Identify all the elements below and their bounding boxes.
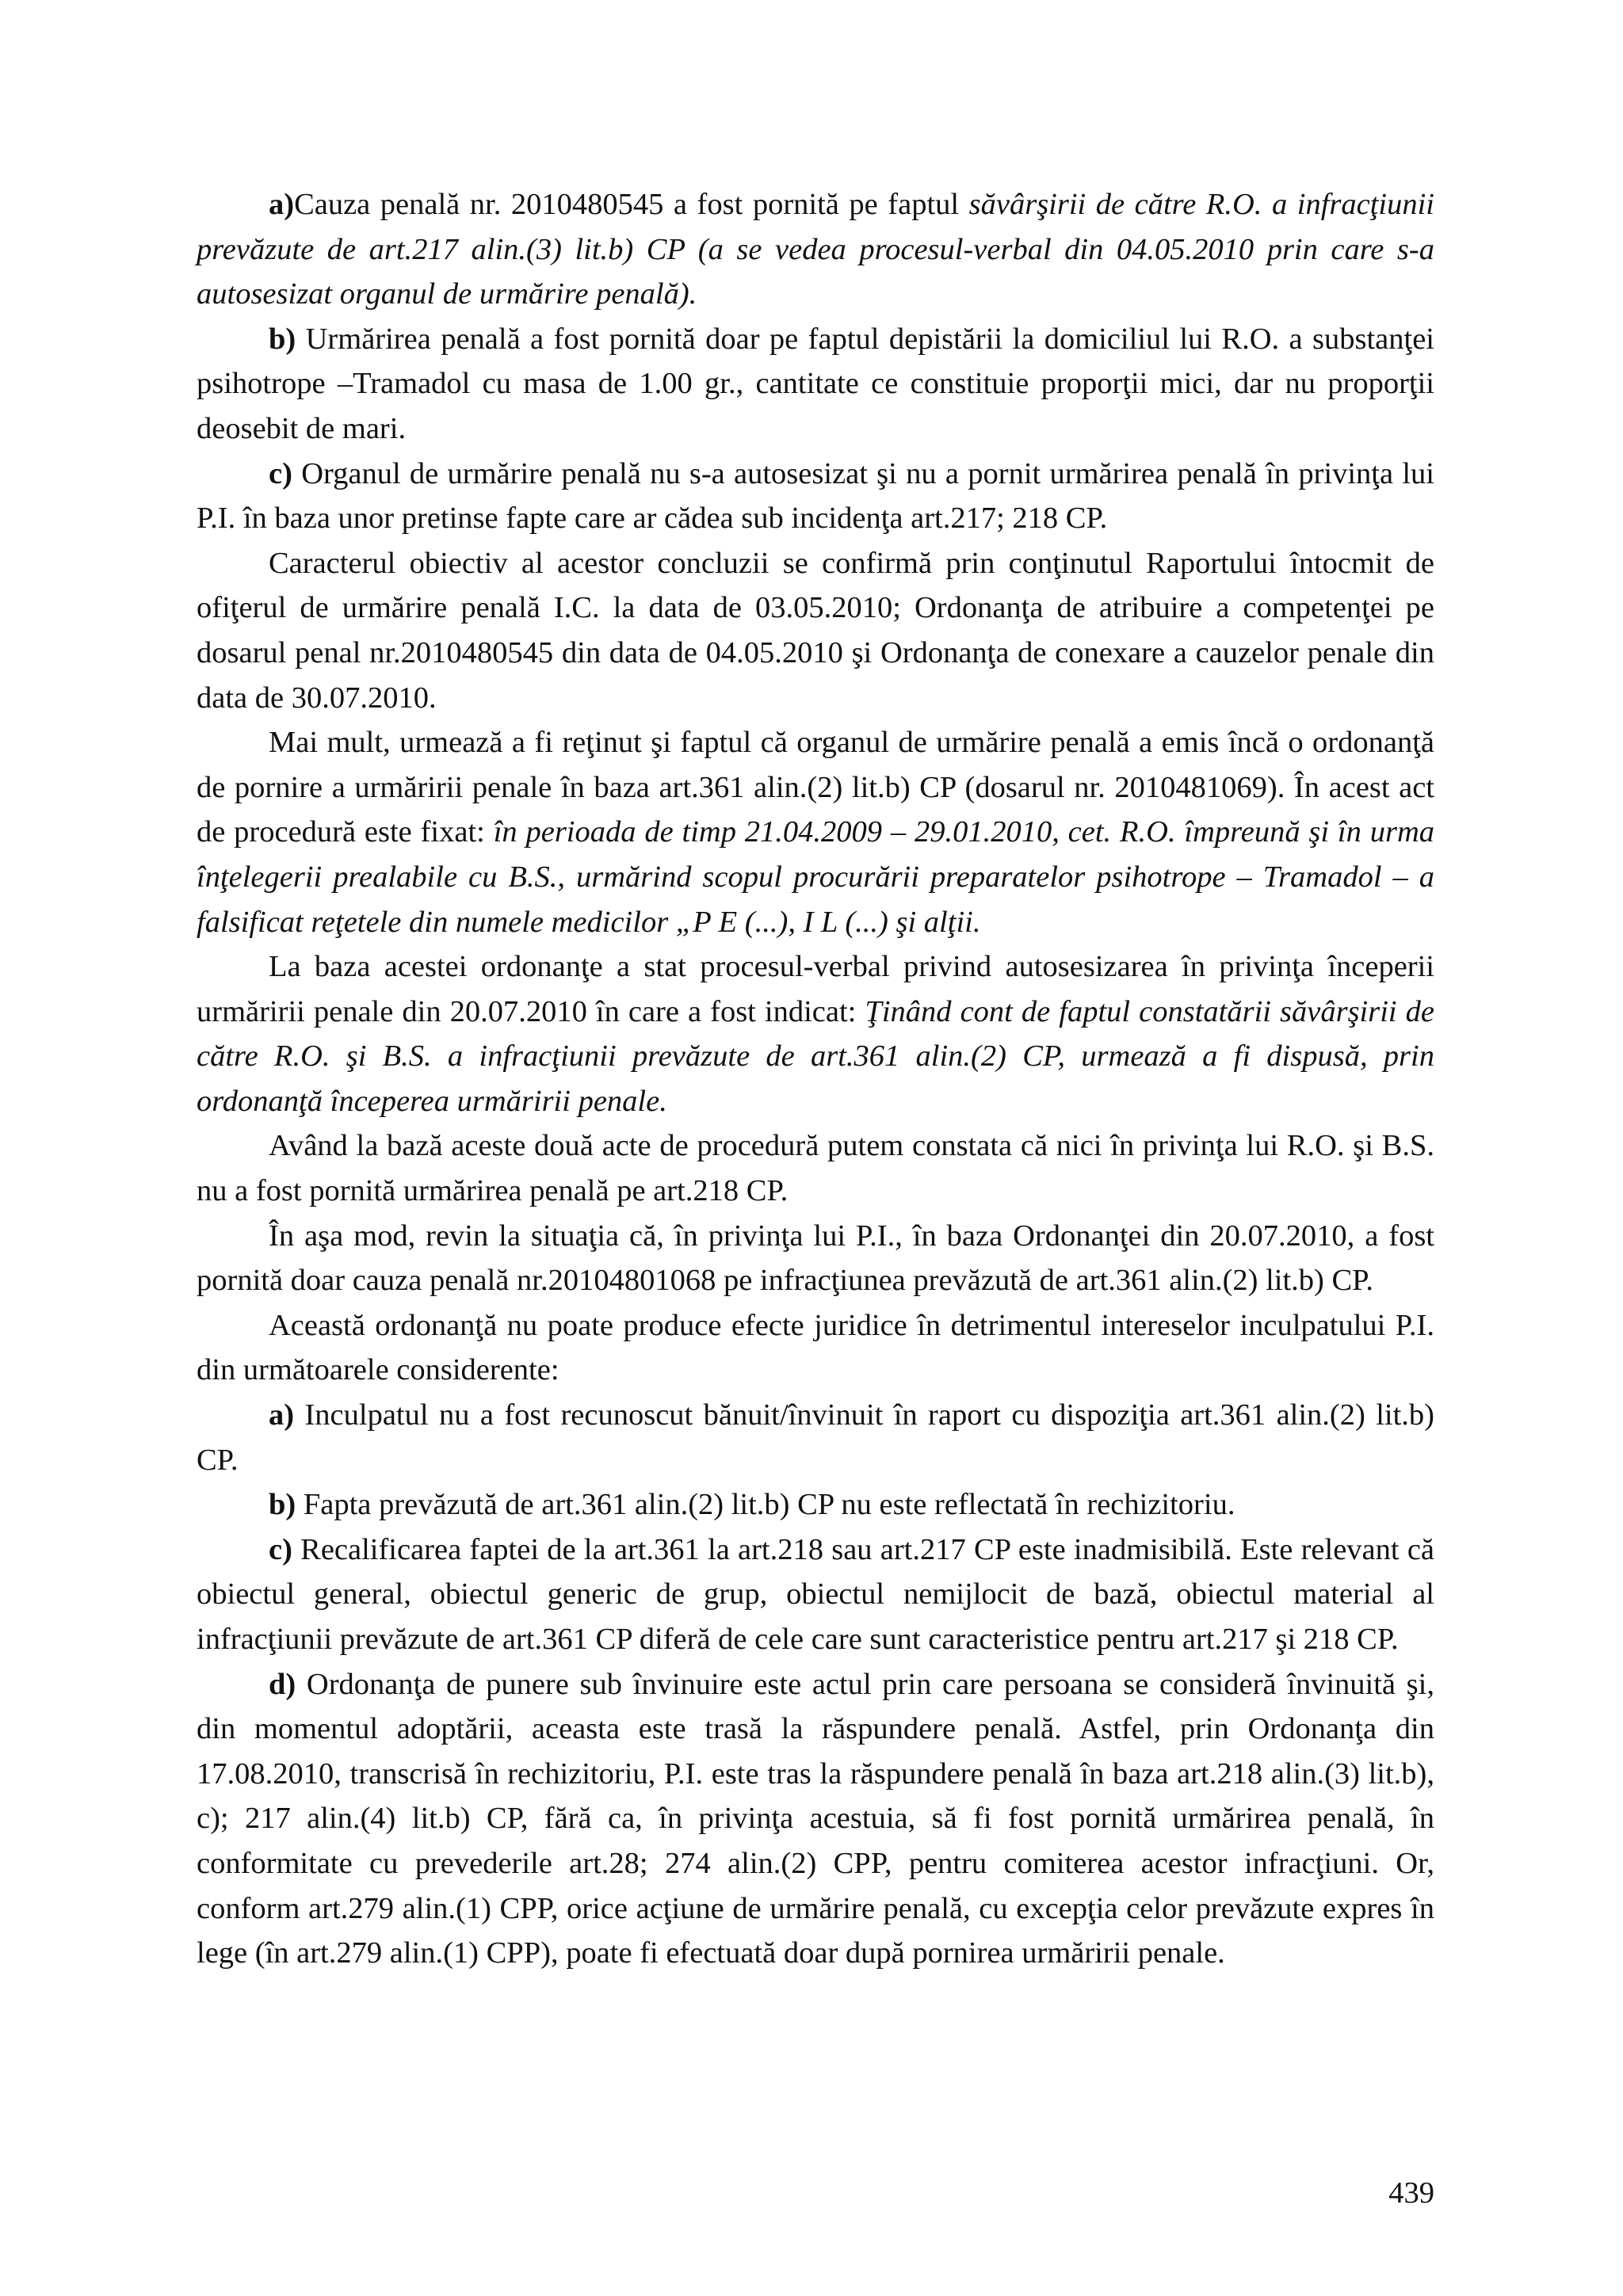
paragraph-text: Cauza penală nr. 2010480545 a fost pornită pe faptul — [294, 188, 969, 221]
paragraph — [197, 1303, 1434, 1393]
paragraph-text: Ordonanţa de punere sub învinuire este actul prin care persoana se consideră învinuită şi, din momentul adoptării, aceasta este trasă la răspundere penală. Astfel, prin Ordonanţa din 17.08.2010, transcrisă în rechizitoriu, P.I. este tras la răspundere penală în baza art.218 alin.(3) lit.b), c); 217 alin.(4) lit.b) CP, fără ca, în privinţa acestuia, să fi fost pornită urmărirea penală, în conformitate cu prevederile art.28; 274 alin.(2) CPP, pentru comiterea acestor infracţiuni. Or, conform art.279 alin.(1) CPP, orice acţiune de urmărire penală, cu excepţia celor prevăzute expres în lege (în art.279 alin.(1) CPP), poate fi efectuată doar după pornirea urmăririi penale. — [197, 1667, 1434, 1970]
paragraph-label: d) — [269, 1667, 296, 1701]
paragraph — [197, 541, 1434, 720]
paragraph-label: c) — [269, 1532, 292, 1566]
paragraph-text: În aşa mod, revin la situaţia că, în privinţa lui P.I., în baza Ordonanţei din 20.07.2010, a fost pornită doar cauza penală nr.20104801068 pe infracţiunea prevăzută de art.361 alin.(2) lit.b) CP. — [197, 1219, 1434, 1298]
paragraph-label: a) — [269, 188, 295, 221]
paragraph-text: La baza acestei ordonanţe a stat procesul-verbal privind autosesizarea în privinţa începerii urmăririi penale din 20.07.2010 în care a fost indicat: — [197, 950, 1434, 1028]
paragraph-label: c) — [269, 456, 292, 490]
document-body — [197, 182, 1434, 1976]
paragraph-text: Această ordonanţă nu poate produce efecte juridice în detrimentul intereselor inculpatului P.I. din următoarele considerente: — [197, 1308, 1434, 1387]
paragraph — [197, 1527, 1434, 1662]
paragraph-text: Inculpatul nu a fost recunoscut bănuit/învinuit în raport cu dispoziţia art.361 alin.(2) lit.b) CP. — [197, 1398, 1434, 1477]
paragraph — [197, 182, 1434, 317]
paragraph-text: Caracterul obiectiv al acestor concluzii se confirmă prin conţinutul Raportului întocmit de ofiţerul de urmărire penală I.C. la data de 03.05.2010; Ordonanţa de atribuire a competenţei pe dosarul penal nr.2010480545 din data de 04.05.2010 şi Ordonanţa de conexare a cauzelor penale din data de 30.07.2010. — [197, 546, 1434, 715]
page-number: 439 — [1388, 2176, 1434, 2210]
paragraph-label: b) — [269, 322, 296, 356]
paragraph — [197, 1123, 1434, 1213]
paragraph-text: Urmărirea penală a fost pornită doar pe faptul depistării la domiciliul lui R.O. a substanţei psihotrope –Tramadol cu masa de 1.00 gr., cantitate ce constituie proporţii mici, dar nu proporţii deosebit de mari. — [197, 322, 1434, 445]
paragraph-label: a) — [269, 1398, 295, 1432]
paragraph-text: Mai mult, urmează a fi reţinut şi faptul că organul de urmărire penală a emis încă o ordonanţă de pornire a urmăririi penale în baza art.361 alin.(2) lit.b) CP (dosarul nr. 2010481069). În acest act de procedură este fixat: — [197, 726, 1434, 849]
paragraph — [197, 720, 1434, 944]
italic-text: în perioada de timp 21.04.2009 – 29.01.2010, cet. R.O. împreună şi în urma înţelegerii prealabile cu B.S., urmărind scopul procurării preparatelor psihotrope – Tramadol – a falsificat reţetele din numele medicilor „P E (...), I L (...) şi alţii. — [197, 815, 1434, 939]
paragraph — [197, 1393, 1434, 1482]
paragraph-text: Recalificarea faptei de la art.361 la art.218 sau art.217 CP este inadmisibilă. Este relevant că obiectul general, obiectul generic de grup, obiectul nemijlocit de bază, obiectul material al infracţiunii prevăzute de art.361 CP diferă de cele care sunt caracteristice pentru art.217 şi 218 CP. — [197, 1532, 1434, 1656]
paragraph-text: Fapta prevăzută de art.361 alin.(2) lit.b) CP nu este reflectată în rechizitoriu. — [296, 1488, 1235, 1522]
paragraph — [197, 1482, 1434, 1527]
italic-text: Ţinând cont de faptul constatării săvârşirii de către R.O. şi B.S. a infracţiunii prevăzute de art.361 alin.(2) CP, urmează a fi dispusă, prin ordonanţă începerea urmăririi penale. — [197, 994, 1435, 1118]
paragraph — [197, 944, 1434, 1123]
paragraph — [197, 317, 1434, 452]
paragraph — [197, 1214, 1434, 1303]
paragraph — [197, 452, 1434, 541]
paragraph-label: b) — [269, 1488, 296, 1522]
paragraph — [197, 1662, 1434, 1976]
paragraph-text: Având la bază aceste două acte de procedură putem constata că nici în privinţa lui R.O. şi B.S. nu a fost pornită urmărirea penală pe art.218 CP. — [197, 1129, 1434, 1208]
italic-text: săvârşirii de către R.O. a infracţiunii prevăzute de art.217 alin.(3) lit.b) CP (a se vedea procesul-verbal din 04.05.2010 prin care s-a autosesizat organul de urmărire penală). — [197, 188, 1434, 311]
paragraph-text: Organul de urmărire penală nu s-a autosesizat şi nu a pornit urmărirea penală în privinţa lui P.I. în baza unor pretinse fapte care ar cădea sub incidenţa art.217; 218 CP. — [197, 456, 1434, 536]
